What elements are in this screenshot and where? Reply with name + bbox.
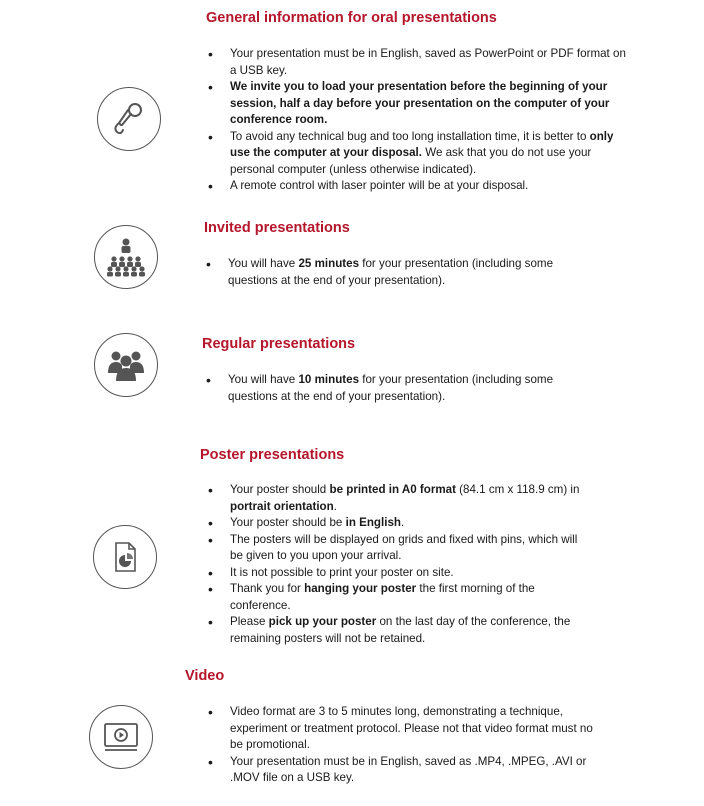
bold-text: 10 minutes	[298, 373, 360, 386]
bullet-item	[206, 532, 591, 565]
text: Please	[230, 615, 269, 628]
section-title-video: Video	[185, 668, 225, 684]
bullet-item	[206, 46, 626, 79]
bullet-item	[206, 581, 591, 614]
text: A remote control with laser pointer will be at your disposal.	[230, 179, 529, 192]
text: We ask that you do not use your personal computer (unless otherwise indicated).	[230, 146, 592, 176]
bullet-item	[206, 704, 601, 754]
bullet-item	[206, 482, 591, 515]
text: To avoid any technical bug and too long installation time, it is better to	[230, 129, 590, 143]
bold-text: pick up your poster	[268, 615, 377, 628]
text: Your poster should	[230, 483, 330, 496]
section-title-regular: Regular presentations	[202, 336, 356, 352]
text: the first morning of the conference.	[230, 582, 535, 612]
bold-text: portrait orientation	[230, 499, 334, 513]
section-title-invited: Invited presentations	[204, 220, 350, 236]
section-title-oral: General information for oral presentations	[206, 10, 497, 26]
text: for your presentation (including some questions at the end of your presentation).	[228, 373, 554, 403]
text: Video format are 3 to 5 minutes long, demonstrating a technique, experiment or treatment protocol. Please not that video format must no be promotional.	[230, 705, 593, 751]
bullet-list-video	[206, 704, 601, 787]
text: Thank you for	[230, 582, 305, 595]
text: It is not possible to print your poster on site.	[230, 565, 454, 579]
text: for your presentation (including some questions at the end of your presentation).	[228, 257, 554, 287]
text: Your presentation must be in English, saved as PowerPoint or PDF format on a USB key.	[230, 47, 626, 77]
bullet-list-poster	[206, 482, 591, 647]
bullet-item	[206, 178, 626, 195]
bullet-list-regular	[204, 372, 594, 405]
bullet-item	[206, 129, 626, 179]
section-title-poster: Poster presentations	[200, 447, 345, 463]
bold-text: hanging your poster	[304, 582, 417, 595]
group-icon	[94, 333, 158, 397]
text: Your poster should be	[230, 516, 346, 529]
text: (84.1 cm x 118.9 cm) in	[455, 483, 580, 496]
bold-text: be printed in A0 format	[329, 483, 456, 496]
text: on the last day of the conference, the remaining posters will not be retained.	[230, 615, 571, 645]
bullet-list-oral	[206, 46, 626, 195]
text: .	[333, 499, 337, 513]
bullet-item	[206, 79, 626, 129]
bullet-item	[206, 614, 591, 647]
bold-text: in English	[345, 516, 401, 529]
text: You will have	[228, 257, 299, 270]
bold-text: We invite you to load your presentation before the beginning of your session, half a day before your presentation on the computer of your conference room.	[230, 80, 610, 126]
bullet-item	[204, 256, 594, 289]
audience-icon	[94, 225, 158, 289]
microphone-icon	[97, 87, 161, 151]
text: You will have	[228, 373, 299, 386]
bullet-list-invited	[204, 256, 594, 289]
text: The posters will be displayed on grids and fixed with pins, which will be given to you upon your arrival.	[230, 532, 578, 562]
bold-text: 25 minutes	[298, 257, 360, 270]
bullet-item	[204, 372, 594, 405]
bold-text: only use the computer at your disposal.	[230, 129, 614, 159]
bullet-item	[206, 515, 591, 532]
text: .	[401, 516, 405, 529]
document-chart-icon	[93, 525, 157, 589]
video-player-icon	[89, 705, 153, 769]
bullet-item	[206, 565, 591, 582]
bullet-item	[206, 754, 601, 787]
text: Your presentation must be in English, saved as .MP4, .MPEG, .AVI or .MOV file on a USB key.	[230, 754, 587, 784]
